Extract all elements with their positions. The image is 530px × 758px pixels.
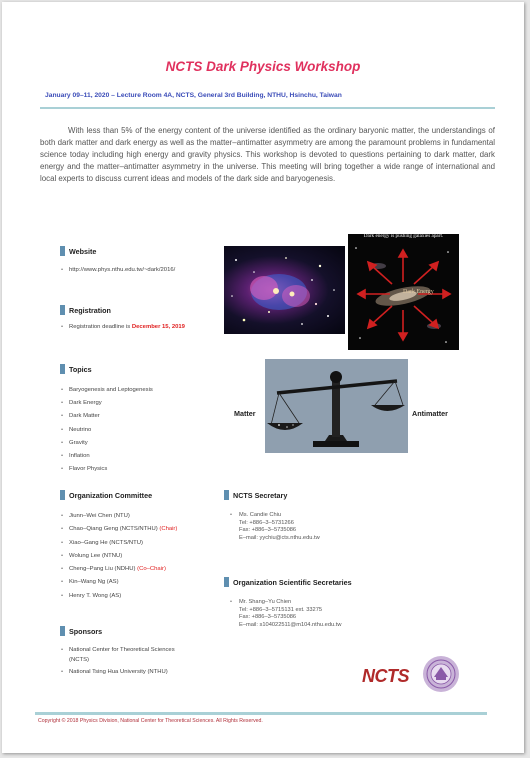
bottom-rule <box>35 712 487 715</box>
section-marker <box>60 490 65 500</box>
registration-text: Registration deadline is <box>69 324 132 330</box>
sponsor-abbrev: (NCTS) <box>69 656 89 663</box>
committee-member <box>60 523 177 536</box>
ncts-logo: NCTS <box>362 666 409 686</box>
nthu-seal-logo <box>422 655 460 693</box>
section-marker <box>60 246 65 256</box>
committee-member <box>60 590 177 603</box>
bullet: • <box>230 599 232 605</box>
section-marker <box>60 626 65 636</box>
balance-scale-image <box>265 359 408 453</box>
committee-member <box>60 550 177 563</box>
topics-list <box>60 384 153 476</box>
section-marker <box>60 364 65 374</box>
section-heading: Website <box>69 246 97 256</box>
workshop-subtitle: January 09–11, 2020 – Lecture Room 4A, NCTS, General 3rd Building, NTHU, Hsinchu, Taiwan <box>45 92 342 99</box>
sponsor-item: • National Center for Theoretical Sciences <box>60 646 175 656</box>
member-role: (Co–Chair) <box>137 566 166 573</box>
starfield-icon <box>224 246 345 334</box>
secretary-name: Ms. Candie Chiu <box>239 512 282 518</box>
workshop-title: NCTS Dark Physics Workshop <box>165 59 361 74</box>
section-committee <box>60 490 152 500</box>
section-registration <box>60 305 111 315</box>
section-heading: Organization Scientific Secretaries <box>233 577 352 587</box>
dark-energy-caption: Dark energy is pushing galaxies apart. <box>363 234 444 239</box>
section-heading: Registration <box>69 305 111 315</box>
intro-paragraph: With less than 5% of the energy content of the universe identified as the ordinary baryonic matter, the understandings of both dark matter and dark energy as well as the matter–antimatter asymmetry are among the paramount problems in fundamental science today including high energy and gravity physics. This workshop is devoted to questions pertaining to dark matter, dark energy and the matter–antimatter asymmetry in the universe. This meeting will bring together a wide range of international and local experts to discuss current ideas and models of the dark side and baryogenesis. <box>40 126 495 183</box>
member-name: Wolung Lee (NTNU) <box>69 552 123 559</box>
section-sponsors <box>60 626 102 636</box>
scale-label-matter: Matter <box>234 409 256 418</box>
topic-item: • Inflation <box>60 450 153 463</box>
topic-item: • Baryogenesis and Leptogenesis <box>60 384 153 397</box>
secretary-fax: Fax: +886–3–5735086 <box>239 527 297 533</box>
website-list <box>60 267 175 273</box>
dark-energy-label: Dark Energy <box>403 289 434 295</box>
balance-scale-icon <box>265 359 408 453</box>
sci-secretary-contact <box>230 599 341 629</box>
topic-item: • Dark Energy <box>60 397 153 410</box>
dark-energy-image <box>348 234 459 350</box>
member-name: Cheng–Pang Liu (NDHU) <box>69 566 136 573</box>
member-name: Chao–Qiang Geng (NCTS/NTHU) <box>69 526 158 533</box>
topic-item: • Flavor Physics <box>60 463 153 476</box>
sponsors-list <box>60 646 175 678</box>
section-marker <box>224 490 229 500</box>
section-marker <box>60 305 65 315</box>
committee-member <box>60 576 177 589</box>
sci-secretary-name: Mr. Shang–Yu Chien <box>239 599 292 605</box>
section-marker <box>224 577 229 587</box>
university-seal-icon <box>422 655 460 693</box>
member-name: Jiunn–Wei Chen (NTU) <box>69 513 130 519</box>
topic-item: • Dark Matter <box>60 410 153 423</box>
secretary-email[interactable]: E–mail: yychiu@cts.nthu.edu.tw <box>239 534 320 541</box>
section-heading: Topics <box>69 364 92 374</box>
member-name: Kin–Wang Ng (AS) <box>69 579 119 586</box>
sponsor-item-continued <box>60 656 175 666</box>
sci-secretary-email[interactable]: E–mail: s104022511@m104.nthu.edu.tw <box>239 621 342 628</box>
sci-secretary-fax: Fax: +886–3–5735086 <box>239 614 297 620</box>
website-link[interactable]: • http://www.phys.nthu.edu.tw/~dark/2016/ <box>60 267 175 273</box>
committee-list <box>60 510 177 603</box>
member-name: Xiao–Gang He (NCTS/NTU) <box>69 539 143 546</box>
section-sci-secretaries <box>224 577 352 587</box>
committee-member <box>60 510 177 523</box>
deadline-date: December 15, 2019 <box>131 324 185 330</box>
sponsor-item: • National Tsing Hua University (NTHU) <box>60 668 175 678</box>
section-website <box>60 246 96 256</box>
poster-page <box>2 2 524 753</box>
bullet: • <box>230 512 232 518</box>
copyright: Copyright © 2018 Physics Division, National Center for Theoretical Sciences. All Rights Reserved. <box>38 718 263 724</box>
section-heading: Organization Committee <box>69 490 153 500</box>
top-rule <box>40 107 495 109</box>
member-name: Henry T. Wong (AS) <box>69 592 122 599</box>
topic-item: • Gravity <box>60 437 153 450</box>
topic-item: • Neutrino <box>60 424 153 437</box>
registration-deadline <box>60 324 185 330</box>
section-heading: NCTS Secretary <box>233 490 288 500</box>
secretary-contact <box>230 512 320 542</box>
secretary-tel: Tel: +886–3–5731266 <box>239 519 294 526</box>
member-role: (Chair) <box>159 526 178 533</box>
section-secretary <box>224 490 287 500</box>
scale-label-antimatter: Antimatter <box>412 409 448 418</box>
committee-member <box>60 537 177 550</box>
section-heading: Sponsors <box>69 626 103 636</box>
section-topics <box>60 364 92 374</box>
registration-list <box>60 324 185 330</box>
committee-member <box>60 563 177 576</box>
galaxy-cluster-image <box>224 246 345 334</box>
sci-secretary-tel: Tel: +886–3–5715131 ext. 33275 <box>239 606 323 613</box>
